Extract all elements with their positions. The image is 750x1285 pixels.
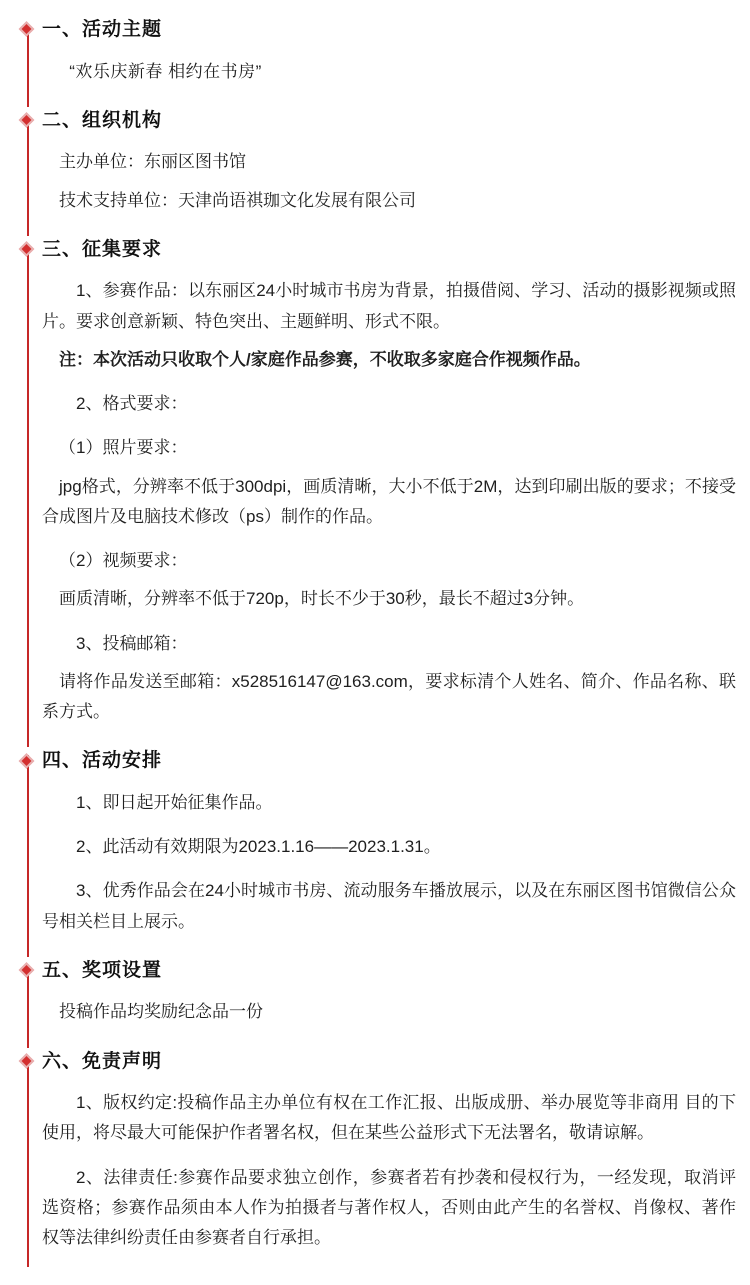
section-content bbox=[42, 786, 736, 951]
paragraph: 1、参赛作品：以东丽区24小时城市书房为背景，拍摄借阅、学习、活动的摄影视频或照片。要求创意新颖、特色突出、主题鲜明、形式不限。 bbox=[42, 281, 736, 331]
section-content bbox=[42, 1086, 736, 1267]
diamond-bullet-icon bbox=[19, 962, 35, 978]
paragraph: jpg格式，分辨率不低于300dpi，画质清晰，大小不低于2M，达到印刷出版的要求；不接受合成图片及电脑技术修改（ps）制作的作品。 bbox=[42, 476, 736, 526]
section-rail bbox=[27, 244, 29, 748]
section-rail bbox=[27, 115, 29, 236]
sections-container bbox=[14, 10, 736, 1267]
section-heading bbox=[42, 101, 736, 140]
diamond-bullet-icon bbox=[19, 112, 35, 128]
paragraph: （2）视频要求： bbox=[59, 551, 188, 570]
paragraph: 主办单位：东丽区图书馆 bbox=[59, 152, 246, 172]
section-content bbox=[42, 274, 736, 741]
diamond-bullet-icon bbox=[19, 241, 35, 257]
section-content bbox=[42, 145, 736, 230]
paragraph: “欢乐庆新春 相约在书房” bbox=[69, 61, 262, 81]
section-title: 一、活动主题 bbox=[42, 19, 163, 40]
section-title: 六、免责声明 bbox=[42, 1050, 163, 1072]
paragraph: 注：本次活动只收取个人/家庭作品参赛，不收取多家庭合作视频作品。 bbox=[59, 349, 591, 369]
section-submission-requirements bbox=[14, 230, 736, 742]
section-disclaimer bbox=[14, 1042, 736, 1268]
section-title: 四、活动安排 bbox=[42, 750, 163, 772]
section-title: 五、奖项设置 bbox=[42, 959, 163, 981]
section-rail bbox=[27, 24, 29, 107]
section-rail bbox=[27, 1056, 29, 1268]
section-heading bbox=[42, 951, 736, 990]
section-organizers bbox=[14, 101, 736, 230]
paragraph: 请将作品发送至邮箱：x528516147@163.com，要求标清个人姓名、简介、作品名称、联系方式。 bbox=[42, 671, 736, 721]
diamond-bullet-icon bbox=[19, 753, 35, 769]
section-heading bbox=[42, 230, 736, 269]
diamond-bullet-icon bbox=[19, 21, 35, 37]
paragraph: 1、版权约定:投稿作品主办单位有权在工作汇报、出版成册、举办展览等非商用 目的下使用，将尽最大可能保护作者署名权，但在某些公益形式下无法署名，敬请谅解。 bbox=[42, 1093, 736, 1143]
paragraph: 投稿作品均奖励纪念品一份 bbox=[59, 1002, 263, 1022]
section-heading bbox=[42, 1042, 736, 1081]
section-heading bbox=[42, 10, 736, 49]
section-activity-schedule bbox=[14, 741, 736, 951]
section-title: 三、征集要求 bbox=[42, 238, 163, 260]
paragraph: 3、优秀作品会在24小时城市书房、流动服务车播放展示，以及在东丽区图书馆微信公众号相关栏目上展示。 bbox=[42, 881, 736, 931]
diamond-bullet-icon bbox=[19, 1053, 35, 1069]
paragraph: 2、格式要求： bbox=[76, 394, 188, 413]
paragraph: 2、此活动有效期限为2023.1.16——2023.1.31。 bbox=[76, 837, 441, 856]
section-activity-theme bbox=[14, 10, 736, 101]
paragraph: （1）照片要求： bbox=[59, 438, 188, 458]
section-title: 二、组织机构 bbox=[42, 109, 163, 131]
paragraph: 技术支持单位：天津尚语祺珈文化发展有限公司 bbox=[59, 190, 416, 210]
section-content bbox=[42, 995, 736, 1041]
paragraph: 3、投稿邮箱： bbox=[76, 633, 188, 653]
section-awards bbox=[14, 951, 736, 1042]
paragraph: 画质清晰，分辨率不低于720p，时长不少于30秒，最长不超过3分钟。 bbox=[59, 589, 585, 609]
section-rail bbox=[27, 965, 29, 1048]
section-heading bbox=[42, 741, 736, 780]
section-rail bbox=[27, 755, 29, 957]
paragraph: 2、法律责任:参赛作品要求独立创作，参赛者若有抄袭和侵权行为，一经发现，取消评选资格；参赛作品须由本人作为拍摄者与著作权人，否则由此产生的名誉权、肖像权、著作权等法律纠纷责任由参赛者自行承担。 bbox=[42, 1167, 736, 1247]
section-content bbox=[42, 55, 736, 101]
paragraph: 1、即日起开始征集作品。 bbox=[76, 792, 273, 812]
